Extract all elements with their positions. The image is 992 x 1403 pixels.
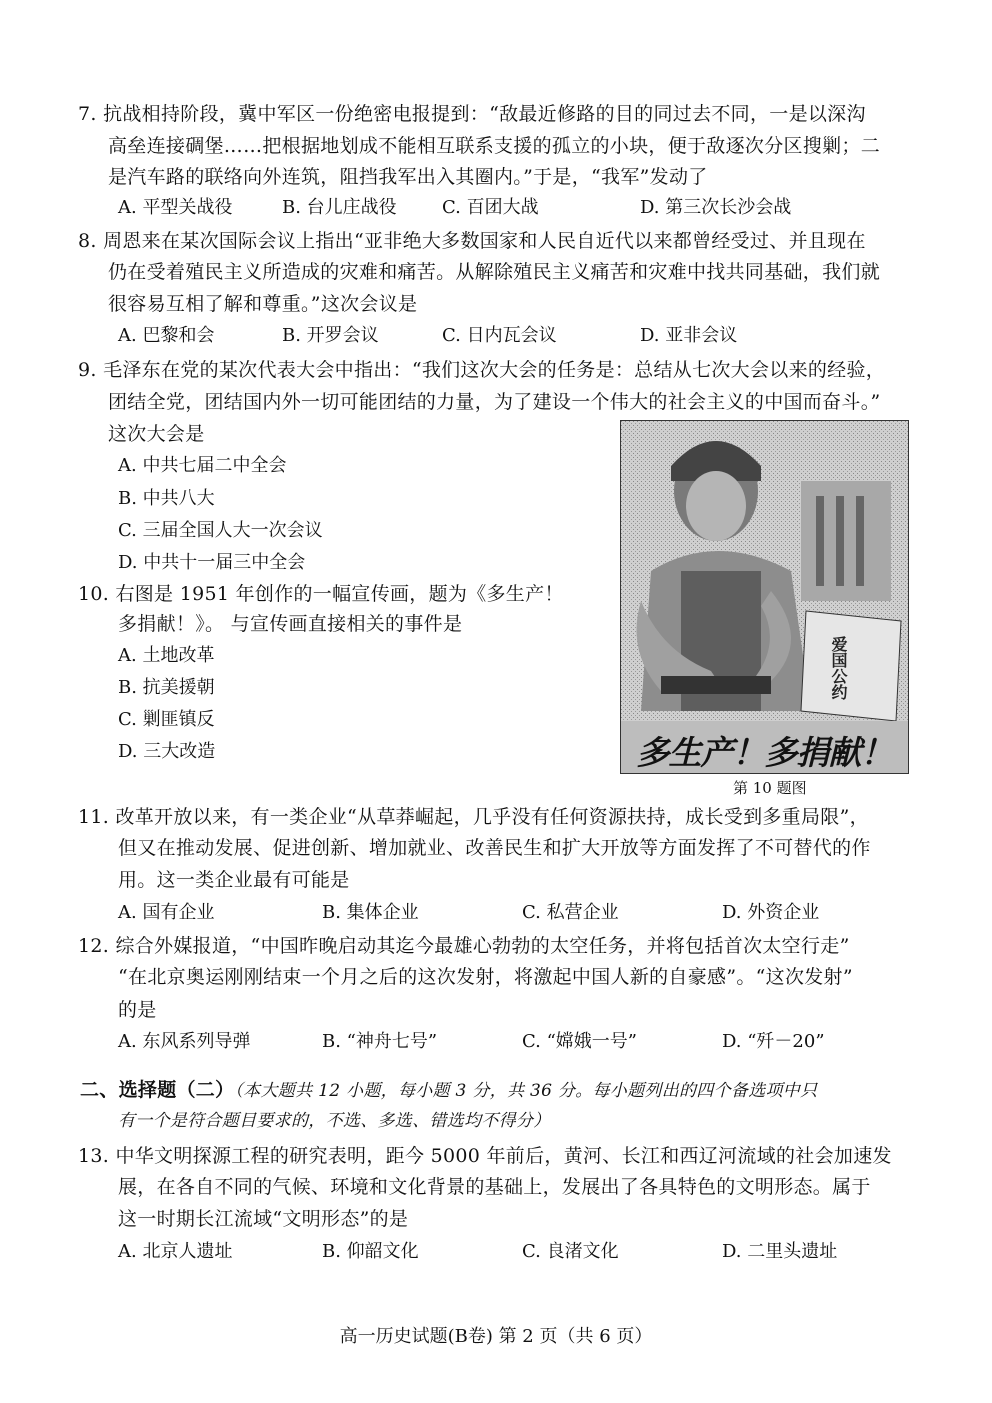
q8-option-c: C. 日内瓦会议 <box>442 325 557 346</box>
q13-option-a: A. 北京人遗址 <box>118 1241 233 1262</box>
q7-line-2: 高垒连接碉堡……把根据地划成不能相互联系支援的孤立的小块，便于敌逐次分区搜剿；二 <box>108 135 881 157</box>
page-footer: 高一历史试题(B卷) 第 2 页（共 6 页） <box>339 1326 653 1347</box>
poster-illustration <box>621 421 908 773</box>
q7-line-1: 7. 抗战相持阶段，冀中军区一份绝密电报提到：“敌最近修路的目的同过去不同，一是以深沟 <box>78 103 866 125</box>
q10-line-1: 10. 右图是 1951 年创作的一幅宣传画，题为《多生产！ <box>78 583 564 605</box>
q12-line-1: 12. 综合外媒报道，“中国昨晚启动其迄今最雄心勃勃的太空任务，并将包括首次太空行走” <box>78 935 850 957</box>
q11-option-a: A. 国有企业 <box>118 902 215 923</box>
q9-line-1: 9. 毛泽东在党的某次代表大会中指出：“我们这次大会的任务是：总结从七次大会以来的经验， <box>78 359 886 381</box>
q13-line-3: 这一时期长江流域“文明形态”的是 <box>118 1208 409 1230</box>
q10-option-b: B. 抗美援朝 <box>118 677 215 698</box>
poster-paper-text: 爱国公约 <box>829 636 848 700</box>
q9-line-2: 团结全党，团结国内外一切可能团结的力量，为了建设一个伟大的社会主义的中国而奋斗。” <box>108 391 881 413</box>
propaganda-poster-figure <box>620 420 909 774</box>
q7-option-a: A. 平型关战役 <box>118 197 233 218</box>
section-2-desc-1: （本大题共 12 小题，每小题 3 分，共 36 分。每小题列出的四个备选项中只 <box>234 1081 818 1101</box>
q10-line-2: 多捐献！》。 与宣传画直接相关的事件是 <box>118 613 463 635</box>
q9-option-a: A. 中共七届二中全会 <box>118 455 287 476</box>
q12-option-a: A. 东风系列导弹 <box>118 1031 251 1052</box>
q10-option-d: D. 三大改造 <box>118 741 216 762</box>
q7-option-b: B. 台儿庄战役 <box>282 197 397 218</box>
section-2-header <box>80 1078 817 1103</box>
q13-option-b: B. 仰韶文化 <box>322 1241 419 1262</box>
q11-option-d: D. 外资企业 <box>722 902 820 923</box>
q12-line-2: “在北京奥运刚刚结束一个月之后的这次发射，将激起中国人新的自豪感”。“这次发射” <box>118 966 853 988</box>
q9-option-c: C. 三届全国人大一次会议 <box>118 520 323 541</box>
q7-line-3: 是汽车路的联络向外连筑，阻挡我军出入其圈内。”于是，“我军”发动了 <box>108 166 708 188</box>
q8-option-d: D. 亚非会议 <box>640 325 738 346</box>
q9-line-3: 这次大会是 <box>108 423 205 445</box>
q12-option-c: C. “嫦娥一号” <box>522 1031 637 1052</box>
q11-line-2: 但又在推动发展、促进创新、增加就业、改善民生和扩大开放等方面发挥了不可替代的作 <box>118 837 871 859</box>
q8-option-b: B. 开罗会议 <box>282 325 379 346</box>
poster-slogan: 多生产！多捐献！ <box>636 733 893 772</box>
q11-line-1: 11. 改革开放以来，有一类企业“从草莽崛起，几乎没有任何资源扶持，成长受到多重局限”， <box>78 806 869 828</box>
q9-option-b: B. 中共八大 <box>118 488 215 509</box>
q13-line-2: 展，在各自不同的气候、环境和文化背景的基础上，发展出了各具特色的文明形态。属于 <box>118 1176 871 1198</box>
q12-option-b: B. “神舟七号” <box>322 1031 438 1052</box>
section-2-desc-2: 有一个是符合题目要求的，不选、多选、错选均不得分） <box>118 1111 551 1131</box>
q9-option-d: D. 中共十一届三中全会 <box>118 552 306 573</box>
section-2-title: 二、选择题（二） <box>80 1079 235 1101</box>
q8-line-3: 很容易互相了解和尊重。”这次会议是 <box>108 293 418 315</box>
q12-option-d: D. “歼－20” <box>722 1031 825 1052</box>
q11-option-c: C. 私营企业 <box>522 902 619 923</box>
q13-line-1: 13. 中华文明探源工程的研究表明，距今 5000 年前后，黄河、长江和西辽河流域的社会加速发 <box>78 1145 892 1167</box>
q12-line-3: 的是 <box>118 999 157 1021</box>
q8-line-1: 8. 周恩来在某次国际会议上指出“亚非绝大多数国家和人民自近代以来都曾经受过、并且现在 <box>78 230 866 252</box>
q13-option-c: C. 良渚文化 <box>522 1241 619 1262</box>
q7-option-d: D. 第三次长沙会战 <box>640 197 792 218</box>
q10-option-a: A. 土地改革 <box>118 645 215 666</box>
q11-line-3: 用。这一类企业最有可能是 <box>118 869 350 891</box>
q13-option-d: D. 二里头遗址 <box>722 1241 838 1262</box>
q8-option-a: A. 巴黎和会 <box>118 325 215 346</box>
q11-option-b: B. 集体企业 <box>322 902 419 923</box>
q7-option-c: C. 百团大战 <box>442 197 539 218</box>
q10-option-c: C. 剿匪镇反 <box>118 709 215 730</box>
q8-line-2: 仍在受着殖民主义所造成的灾难和痛苦。从解除殖民主义痛苦和灾难中找共同基础，我们就 <box>108 261 881 283</box>
figure-caption: 第 10 题图 <box>733 779 807 797</box>
